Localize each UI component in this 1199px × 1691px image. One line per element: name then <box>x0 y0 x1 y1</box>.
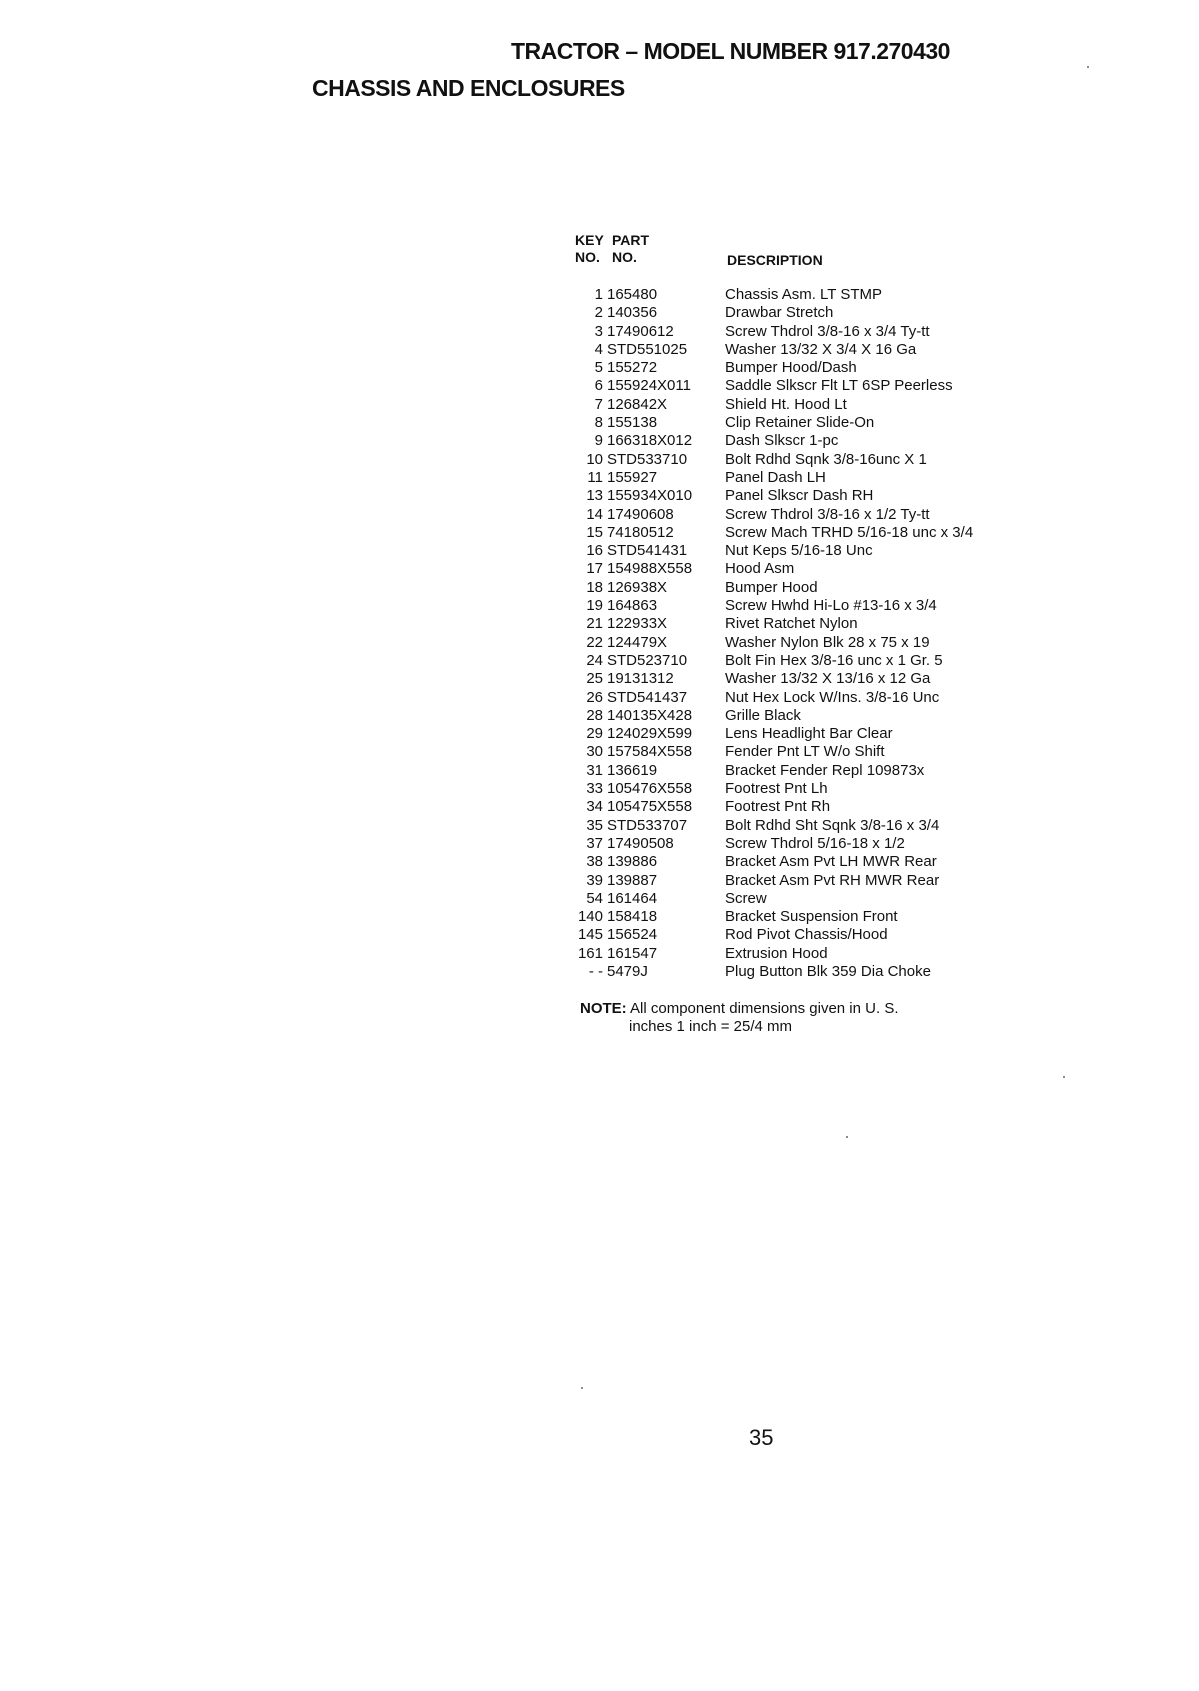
part-number: 154988X558 <box>607 560 693 578</box>
part-number: STD523710 <box>607 651 688 669</box>
key-number: 15 <box>586 523 603 541</box>
key-number: 18 <box>586 578 603 596</box>
table-row <box>575 359 1015 377</box>
table-row <box>575 341 1015 359</box>
key-number: 14 <box>586 505 603 523</box>
key-number: 39 <box>586 871 603 889</box>
table-row <box>575 817 1015 835</box>
part-description: Bolt Rdhd Sht Sqnk 3/8-16 x 3/4 <box>725 816 940 834</box>
model-title: TRACTOR – MODEL NUMBER 917.270430 <box>511 38 950 64</box>
table-row <box>575 487 1015 505</box>
part-number: 136619 <box>607 761 658 779</box>
table-row <box>575 780 1015 798</box>
part-number: 122933X <box>607 615 668 633</box>
part-number: 155934X010 <box>607 487 693 505</box>
part-description: Grille Black <box>725 706 801 724</box>
key-header-line2: NO. <box>575 249 600 265</box>
key-number: 7 <box>594 395 603 413</box>
key-number: 1 <box>594 286 603 303</box>
key-number: 30 <box>586 743 603 761</box>
scan-speck <box>1063 1076 1065 1078</box>
part-description: Lens Headlight Bar Clear <box>725 725 893 743</box>
part-number: 155272 <box>607 359 658 377</box>
key-number: 5 <box>594 359 603 377</box>
table-header <box>575 232 1015 286</box>
key-number: 21 <box>586 615 603 633</box>
key-number: 8 <box>594 414 603 432</box>
part-description: Rivet Ratchet Nylon <box>725 615 858 633</box>
key-number: 10 <box>586 450 603 468</box>
table-row <box>575 670 1015 688</box>
table-row <box>575 908 1015 926</box>
table-row <box>575 524 1015 542</box>
part-description: Shield Ht. Hood Lt <box>725 395 847 413</box>
table-row <box>575 597 1015 615</box>
table-row <box>575 414 1015 432</box>
key-number: 29 <box>586 725 603 743</box>
key-number: 4 <box>594 340 603 358</box>
part-description: Screw Thdrol 3/8-16 x 1/2 Ty-tt <box>725 505 930 523</box>
part-description: Rod Pivot Chassis/Hood <box>725 926 888 944</box>
key-number: 26 <box>586 688 603 706</box>
part-description: Saddle Slkscr Flt LT 6SP Peerless <box>725 377 953 395</box>
part-number: 165480 <box>607 286 658 303</box>
part-description: Screw Thdrol 3/8-16 x 3/4 Ty-tt <box>725 322 930 340</box>
table-row <box>575 286 1015 304</box>
part-number: 5479J <box>607 962 648 980</box>
table-row <box>575 560 1015 578</box>
part-description: Clip Retainer Slide-On <box>725 414 875 432</box>
part-description: Footrest Pnt Rh <box>725 798 831 816</box>
key-number: 145 <box>577 926 603 944</box>
key-number: 19 <box>586 597 603 615</box>
key-number: 37 <box>586 834 603 852</box>
part-description: Footrest Pnt Lh <box>725 780 828 798</box>
part-number: 161464 <box>607 889 658 907</box>
part-number: STD541431 <box>607 542 688 560</box>
scan-speck <box>846 1136 848 1138</box>
note-text-line1: All component dimensions given in U. S. <box>630 1000 899 1017</box>
table-row <box>575 396 1015 414</box>
part-header-line2: NO. <box>612 249 637 265</box>
part-number: STD541437 <box>607 688 688 706</box>
part-description: Screw <box>725 889 767 907</box>
part-description: Extrusion Hood <box>725 944 828 962</box>
part-number: 140135X428 <box>607 706 693 724</box>
part-number: 124029X599 <box>607 725 693 743</box>
table-row <box>575 872 1015 890</box>
part-description: Washer Nylon Blk 28 x 75 x 19 <box>725 633 930 651</box>
part-number: 124479X <box>607 633 668 651</box>
part-description: Bracket Fender Repl 109873x <box>725 761 925 779</box>
part-description: Fender Pnt LT W/o Shift <box>725 743 885 761</box>
page-header <box>0 0 1199 120</box>
note <box>580 1000 899 1036</box>
part-description: Panel Slkscr Dash RH <box>725 487 874 505</box>
key-number: 38 <box>586 853 603 871</box>
key-number: - - <box>588 962 603 980</box>
part-number: 158418 <box>607 908 658 926</box>
table-row <box>575 926 1015 944</box>
part-number: 139886 <box>607 853 658 871</box>
key-number: 16 <box>586 542 603 560</box>
part-number: 155138 <box>607 414 658 432</box>
key-number: 33 <box>586 780 603 798</box>
key-number: 13 <box>586 487 603 505</box>
key-number: 3 <box>594 322 603 340</box>
part-description: Bracket Asm Pvt LH MWR Rear <box>725 853 937 871</box>
parts-table <box>575 232 1015 981</box>
part-number: 155924X011 <box>607 377 691 395</box>
table-row <box>575 634 1015 652</box>
table-row <box>575 615 1015 633</box>
key-number: 28 <box>586 706 603 724</box>
part-number: 156524 <box>607 926 658 944</box>
part-description: Nut Hex Lock W/Ins. 3/8-16 Unc <box>725 688 940 706</box>
note-text-line2: inches 1 inch = 25/4 mm <box>629 1018 793 1035</box>
table-row <box>575 304 1015 322</box>
table-row <box>575 542 1015 560</box>
part-description: Bumper Hood <box>725 578 818 596</box>
note-line1 <box>580 1000 899 1018</box>
part-description: Panel Dash LH <box>725 468 826 486</box>
key-header-line1: KEY <box>575 232 604 248</box>
part-description: Bolt Fin Hex 3/8-16 unc x 1 Gr. 5 <box>725 651 943 669</box>
table-row <box>575 506 1015 524</box>
part-number: 166318X012 <box>607 432 693 450</box>
key-number: 35 <box>586 816 603 834</box>
part-number: 17490508 <box>607 834 674 852</box>
scan-speck <box>1087 66 1089 68</box>
table-row <box>575 725 1015 743</box>
table-row <box>575 762 1015 780</box>
part-number: 105475X558 <box>607 798 693 816</box>
part-description: Washer 13/32 X 13/16 x 12 Ga <box>725 670 931 688</box>
part-description: Screw Hwhd Hi-Lo #13-16 x 3/4 <box>725 597 937 615</box>
key-number: 25 <box>586 670 603 688</box>
part-number: 139887 <box>607 871 658 889</box>
part-description: Bumper Hood/Dash <box>725 359 857 377</box>
part-description: Bracket Suspension Front <box>725 908 898 926</box>
table-row <box>575 798 1015 816</box>
table-row <box>575 579 1015 597</box>
part-description: Bracket Asm Pvt RH MWR Rear <box>725 871 940 889</box>
key-number: 31 <box>586 761 603 779</box>
part-header-line1: PART <box>612 232 650 248</box>
part-description: Screw Mach TRHD 5/16-18 unc x 3/4 <box>725 523 974 541</box>
table-row <box>575 323 1015 341</box>
key-number: 22 <box>586 633 603 651</box>
key-number: 2 <box>594 304 603 322</box>
part-number: 74180512 <box>607 523 674 541</box>
page-number: 35 <box>749 1425 774 1450</box>
part-description: Washer 13/32 X 3/4 X 16 Ga <box>725 340 917 358</box>
table-row <box>575 890 1015 908</box>
part-description: Chassis Asm. LT STMP <box>725 286 882 303</box>
key-number: 17 <box>586 560 603 578</box>
table-row <box>575 469 1015 487</box>
table-row <box>575 707 1015 725</box>
table-row <box>575 689 1015 707</box>
part-description: Nut Keps 5/16-18 Unc <box>725 542 873 560</box>
table-row <box>575 945 1015 963</box>
table-row <box>575 835 1015 853</box>
part-description: Dash Slkscr 1-pc <box>725 432 839 450</box>
part-number: 19131312 <box>607 670 674 688</box>
part-number: 105476X558 <box>607 780 693 798</box>
key-number: 34 <box>586 798 603 816</box>
part-number: 161547 <box>607 944 658 962</box>
part-number: 126938X <box>607 578 668 596</box>
table-row <box>575 432 1015 450</box>
key-number: 24 <box>586 651 603 669</box>
part-description: Drawbar Stretch <box>725 304 834 322</box>
part-description: Plug Button Blk 359 Dia Choke <box>725 962 931 980</box>
table-row <box>575 377 1015 395</box>
table-row <box>575 743 1015 761</box>
description-header: DESCRIPTION <box>727 252 823 268</box>
section-title: CHASSIS AND ENCLOSURES <box>312 75 625 101</box>
part-number: 17490612 <box>607 322 674 340</box>
table-row <box>575 451 1015 469</box>
key-number: 9 <box>594 432 603 450</box>
note-label: NOTE: <box>580 1000 627 1017</box>
key-number: 6 <box>594 377 603 395</box>
scan-speck <box>581 1387 583 1389</box>
table-body <box>575 286 1015 981</box>
part-number: STD551025 <box>607 340 688 358</box>
key-number: 161 <box>577 944 603 962</box>
part-number: 140356 <box>607 304 658 322</box>
table-row <box>575 652 1015 670</box>
table-row <box>575 853 1015 871</box>
part-number: 126842X <box>607 395 668 413</box>
table-row <box>575 963 1015 981</box>
part-description: Screw Thdrol 5/16-18 x 1/2 <box>725 834 905 852</box>
part-number: 164863 <box>607 597 658 615</box>
part-description: Bolt Rdhd Sqnk 3/8-16unc X 1 <box>725 450 927 468</box>
part-number: 155927 <box>607 468 658 486</box>
part-number: 157584X558 <box>607 743 693 761</box>
key-number: 140 <box>577 908 603 926</box>
part-number: 17490608 <box>607 505 674 523</box>
key-number: 11 <box>587 468 603 486</box>
part-number: STD533710 <box>607 450 688 468</box>
key-number: 54 <box>586 889 603 907</box>
part-number: STD533707 <box>607 816 688 834</box>
part-description: Hood Asm <box>725 560 795 578</box>
